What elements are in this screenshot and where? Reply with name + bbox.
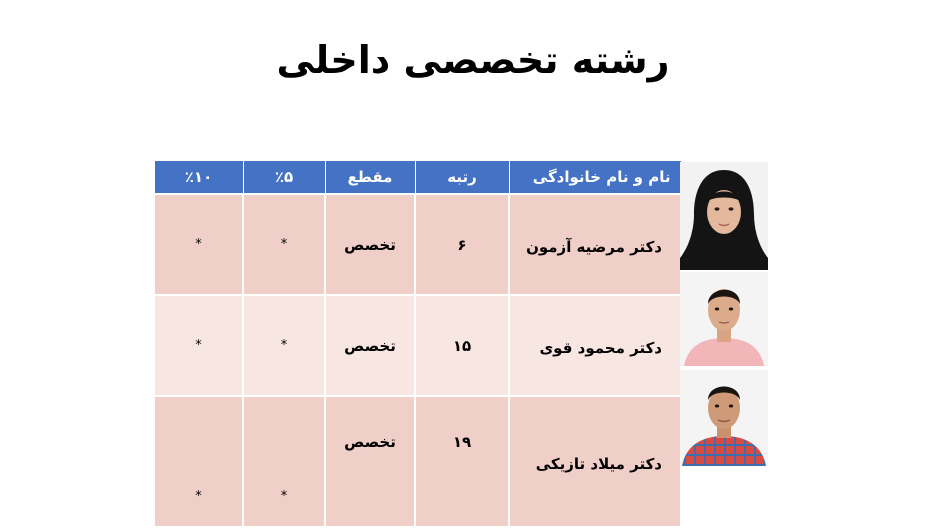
row-rank: ۱۵	[415, 295, 509, 396]
row-name: دکتر مرضیه آزمون	[509, 194, 681, 295]
table-row	[154, 396, 681, 527]
header-name: نام و نام خانوادگی	[509, 161, 681, 195]
person-photo	[680, 370, 768, 466]
person-photo	[680, 162, 768, 270]
row-rank: ۶	[415, 194, 509, 295]
header-segment: مقطع	[325, 161, 415, 195]
row-name: دکتر محمود قوی	[509, 295, 681, 396]
row-segment: تخصص	[325, 396, 415, 527]
row-segment: تخصص	[325, 295, 415, 396]
results-table	[153, 160, 682, 528]
page-title: رشته تخصصی داخلی	[276, 38, 670, 82]
row-pct5: *	[243, 295, 325, 396]
row-pct5: *	[243, 194, 325, 295]
row-rank: ۱۹	[415, 396, 509, 527]
row-pct10: *	[154, 295, 243, 396]
table-row	[154, 295, 681, 396]
person-photo	[680, 272, 768, 366]
header-rank: رتبه	[415, 161, 509, 195]
row-pct10: *	[154, 396, 243, 527]
table-header-row	[154, 161, 681, 195]
table-row	[154, 194, 681, 295]
header-pct5: ٪۵	[243, 161, 325, 195]
header-pct10: ٪۱۰	[154, 161, 243, 195]
row-segment: تخصص	[325, 194, 415, 295]
row-name: دکتر میلاد تازیکی	[509, 396, 681, 527]
row-pct5: *	[243, 396, 325, 527]
row-pct10: *	[154, 194, 243, 295]
